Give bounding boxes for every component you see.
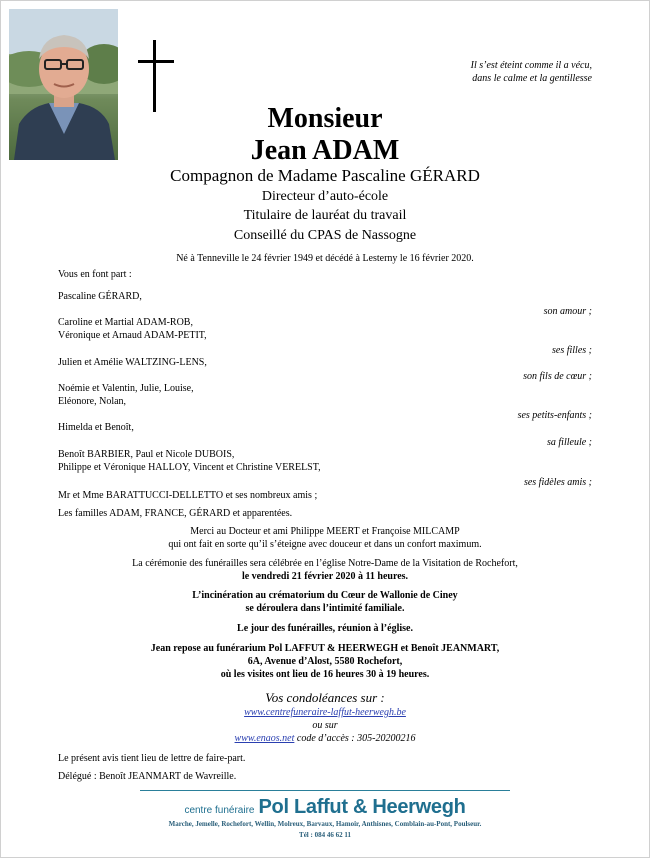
condolences-heading: Vos condoléances sur : [265,690,385,705]
friends-line: Mr et Mme BARATTUCCI-DELLETTO et ses nombreux amis ; [58,490,318,501]
condolences-or: ou sur [312,720,338,731]
family-relation: son amour ; [543,306,592,317]
incineration-line: se déroulera dans l’intimité familiale. [245,603,405,614]
deceased-name: Jean ADAM [250,135,400,166]
family-name: Noémie et Valentin, Julie, Louise, [58,383,194,394]
footer-phone: Tél : 084 46 62 11 [299,831,351,839]
incineration-line: L’incinération au crématorium du Cœur de Wallonie de Ciney [192,590,458,601]
honorific: Monsieur [267,103,383,134]
footer-towns: Marche, Jemelle, Rochefort, Wellin, Molreux, Barvaux, Hamoir, Anthisnes, Comblain-au-Pont, Poulseur. [168,820,482,828]
notice-line: Le présent avis tient lieu de lettre de faire-part. [58,753,246,764]
ceremony-line: La cérémonie des funérailles sera célébrée en l’église Notre-Dame de la Visitation de Rochefort, [132,558,518,569]
funeral-home-logo [0,796,650,819]
intro: Vous en font part : [58,269,132,280]
epigraph-line: Il s’est éteint comme il a vécu, [470,60,592,71]
family-relation: ses filles ; [552,345,592,356]
condolences-link-1[interactable]: www.centrefuneraire-laffut-heerwegh.be [244,707,406,718]
reunion-line: Le jour des funérailles, réunion à l’église. [237,623,413,634]
footer-divider [140,790,510,791]
role-line: Conseillé du CPAS de Nassogne [233,228,417,243]
access-code: code d’accès : 305-20200216 [296,733,416,744]
thanks-line: qui ont fait en sorte qu’il s’éteigne avec douceur et dans un confort maximum. [168,539,482,550]
family-name: Himelda et Benoît, [58,422,134,433]
ceremony-date: le vendredi 21 février 2020 à 11 heures. [241,571,409,582]
family-name: Eléonore, Nolan, [58,396,127,407]
families-line: Les familles ADAM, FRANCE, GÉRARD et apparentées. [58,508,293,519]
family-name: Julien et Amélie WALTZING-LENS, [58,357,207,368]
family-name: Caroline et Martial ADAM-ROB, [58,317,193,328]
role-line: Directeur d’auto-école [261,189,389,204]
epigraph [352,59,592,85]
logo-small-text: centre funéraire [184,805,255,816]
family-name: Pascaline GÉRARD, [58,291,142,302]
family-name: Philippe et Véronique HALLOY, Vincent et Christine VERELST, [58,462,321,473]
logo-brand-text: Pol Laffut & Heerwegh [258,796,466,818]
family-name: Véronique et Arnaud ADAM-PETIT, [58,330,207,341]
family-name: Benoît BARBIER, Paul et Nicole DUBOIS, [58,449,235,460]
family-relation: ses fidèles amis ; [523,477,592,488]
funerarium-line: où les visites ont lieu de 16 heures 30 à 19 heures. [220,669,430,680]
thanks-line: Merci au Docteur et ami Philippe MEERT et Françoise MILCAMP [190,526,460,537]
birth-death-line: Né à Tenneville le 24 février 1949 et décédé à Lesterny le 16 février 2020. [176,253,474,264]
role-line: Titulaire de lauréat du travail [243,208,407,223]
condolences-link-2[interactable]: www.enaos.net [234,733,295,744]
funerarium-line: 6A, Avenue d’Alost, 5580 Rochefort, [247,656,403,667]
delegate-line: Délégué : Benoît JEANMART de Wavreille. [58,771,237,782]
funerarium-line: Jean repose au funérarium Pol LAFFUT & HEERWEGH et Benoît JEANMART, [150,643,500,654]
family-relation: sa filleule ; [547,437,592,448]
epigraph-line: dans le calme et la gentillesse [472,73,592,84]
family-relation: son fils de cœur ; [523,371,592,382]
family-relation: ses petits-enfants ; [517,410,592,421]
companion-line: Compagnon de Madame Pascaline GÉRARD [170,166,480,185]
